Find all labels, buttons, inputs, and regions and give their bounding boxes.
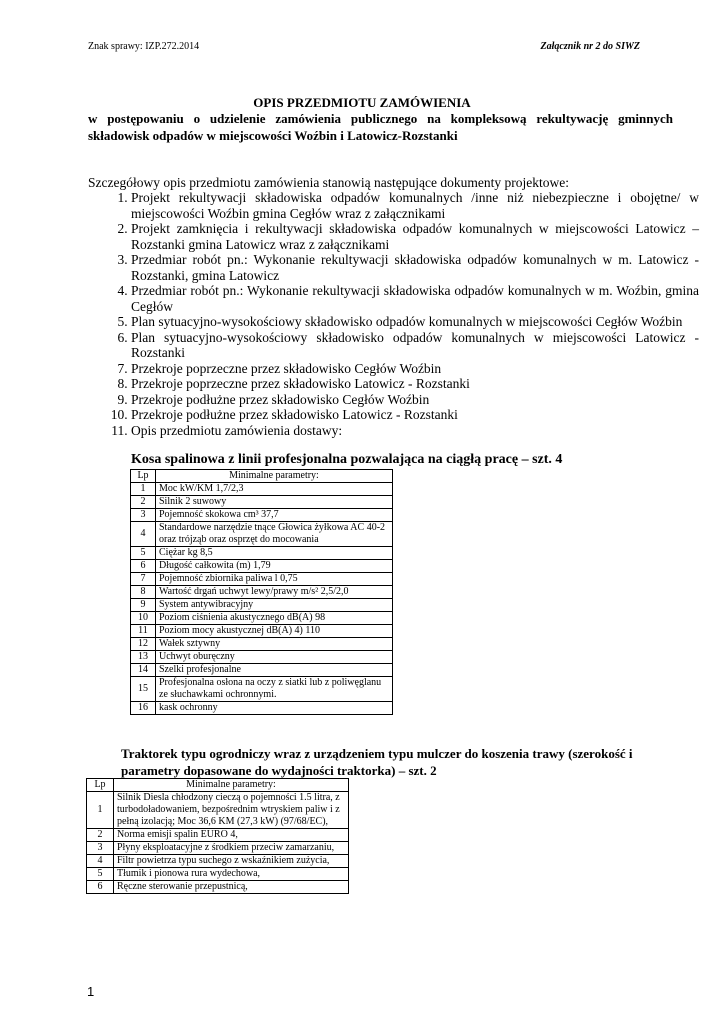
row-lp: 1 [131,483,156,496]
row-text: Poziom mocy akustycznej dB(A) 4) 110 [156,625,393,638]
table-row [131,573,393,586]
table-row [87,881,349,894]
tractor-params-table [86,778,349,894]
row-lp: 3 [131,509,156,522]
row-lp: 4 [87,855,114,868]
table-row [87,829,349,842]
column-header-params: Minimalne parametry: [114,779,349,792]
list-item: 9. Przekroje podłużne przez składowisko Cegłów Woźbin [131,392,699,408]
row-text: Moc kW/KM 1,7/2,3 [156,483,393,496]
list-item: 4. Przedmiar robót pn.: Wykonanie rekultywacji składowiska odpadów komunalnych w m. Woźbin, gmina Cegłów [131,283,699,314]
list-item: 5. Plan sytuacyjno-wysokościowy składowisko odpadów komunalnych w miejscowości Cegłów Woźbin [131,314,699,330]
list-item: 1. Projekt rekultywacji składowiska odpadów komunalnych /inne niż niebezpieczne i obojętne/ w miejscowości Woźbin gmina Cegłów wraz z załącznikami [131,190,699,221]
section-title-tractor: Traktorek typu ogrodniczy wraz z urządzeniem typu mulczer do koszenia trawy (szerokość i parametry dopasowane do wydajności traktorka) – szt. 2 [121,746,633,778]
row-text: Wartość drgań uchwyt lewy/prawy m/s² 2,5/2,0 [156,586,393,599]
document-subtitle: w postępowaniu o udzielenie zamówienia publicznego na kompleksową rekultywację gminnych składowisk odpadów w miejscowości Woźbin i Latowicz-Rozstanki [88,111,673,143]
row-text: Silnik Diesla chłodzony cieczą o pojemności 1.5 litra, z turbodoładowaniem, bezpośrednim wtryskiem paliw i z pełną izolacją; Moc 36,6 KM (27,3 kW) (97/68/EC), [114,792,349,829]
row-lp: 8 [131,586,156,599]
row-text: Norma emisji spalin EURO 4, [114,829,349,842]
table-header-row [131,470,393,483]
table-row [87,868,349,881]
table-row [131,612,393,625]
row-lp: 6 [131,560,156,573]
row-lp: 2 [131,496,156,509]
row-lp: 7 [131,573,156,586]
row-text: Ciężar kg 8,5 [156,547,393,560]
list-item: 6. Plan sytuacyjno-wysokościowy składowisko odpadów komunalnych w miejscowości Latowicz - Rozstanki [131,330,699,361]
table-row [131,483,393,496]
table-row [87,792,349,829]
row-lp: 1 [87,792,114,829]
row-text: Profesjonalna osłona na oczy z siatki lub z poliwęglanu ze słuchawkami ochronnymi. [156,677,393,702]
row-lp: 16 [131,702,156,715]
intro-text: Szczegółowy opis przedmiotu zamówienia stanowią następujące dokumenty projektowe: [88,175,569,190]
row-lp: 14 [131,664,156,677]
row-text: Silnik 2 suwowy [156,496,393,509]
table-header-row [87,779,349,792]
row-text: Wałek sztywny [156,638,393,651]
section-title-trimmer: Kosa spalinowa z linii profesjonalna pozwalająca na ciągłą pracę – szt. 4 [131,452,563,467]
table-row [131,677,393,702]
table-row [131,599,393,612]
row-text: Szelki profesjonalne [156,664,393,677]
row-lp: 4 [131,522,156,547]
table-row [131,702,393,715]
row-text: Pojemność skokowa cm³ 37,7 [156,509,393,522]
row-text: Standardowe narzędzie tnące Głowica żyłkowa AC 40-2 oraz trójząb oraz osprzęt do mocowania [156,522,393,547]
row-lp: 12 [131,638,156,651]
table-row [131,509,393,522]
column-header-lp: Lp [87,779,114,792]
row-lp: 11 [131,625,156,638]
case-reference: Znak sprawy: IZP.272.2014 [88,41,200,52]
table-row [87,855,349,868]
document-title: OPIS PRZEDMIOTU ZAMÓWIENIA [253,95,471,110]
row-text: System antywibracyjny [156,599,393,612]
row-text: Filtr powietrza typu suchego z wskaźnikiem zużycia, [114,855,349,868]
column-header-lp: Lp [131,470,156,483]
table-row [131,496,393,509]
table-row [131,651,393,664]
table-row [131,625,393,638]
column-header-params: Minimalne parametry: [156,470,393,483]
row-text: Ręczne sterowanie przepustnicą, [114,881,349,894]
list-item: 8. Przekroje poprzeczne przez składowisko Latowicz - Rozstanki [131,376,699,392]
row-lp: 15 [131,677,156,702]
row-lp: 10 [131,612,156,625]
row-lp: 5 [131,547,156,560]
row-text: Tłumik i pionowa rura wydechowa, [114,868,349,881]
list-item: 10. Przekroje podłużne przez składowisko Latowicz - Rozstanki [131,407,699,423]
documents-list [106,190,699,438]
row-lp: 13 [131,651,156,664]
table-row [87,842,349,855]
row-lp: 5 [87,868,114,881]
page-number: 1 [87,984,95,999]
row-lp: 3 [87,842,114,855]
row-text: Pojemność zbiornika paliwa l 0,75 [156,573,393,586]
row-text: Długość całkowita (m) 1,79 [156,560,393,573]
table-row [131,664,393,677]
row-lp: 9 [131,599,156,612]
row-text: kask ochronny [156,702,393,715]
table-row [131,522,393,547]
list-item: 11. Opis przedmiotu zamówienia dostawy: [131,423,699,439]
row-lp: 2 [87,829,114,842]
row-lp: 6 [87,881,114,894]
table-row [131,560,393,573]
list-item: 2. Projekt zamknięcia i rekultywacji składowiska odpadów komunalnych w miejscowości Latowicz – Rozstanki gmina Latowicz wraz z załącznikami [131,221,699,252]
table-row [131,586,393,599]
row-text: Płyny eksploatacyjne z środkiem przeciw zamarzaniu, [114,842,349,855]
row-text: Poziom ciśnienia akustycznego dB(A) 98 [156,612,393,625]
trimmer-params-table [130,469,393,715]
list-item: 3. Przedmiar robót pn.: Wykonanie rekultywacji składowiska odpadów komunalnych w m. Latowicz - Rozstanki, gmina Latowicz [131,252,699,283]
table-row [131,547,393,560]
row-text: Uchwyt oburęczny [156,651,393,664]
attachment-label: Załącznik nr 2 do SIWZ [540,41,640,52]
table-row [131,638,393,651]
list-item: 7. Przekroje poprzeczne przez składowisko Cegłów Woźbin [131,361,699,377]
